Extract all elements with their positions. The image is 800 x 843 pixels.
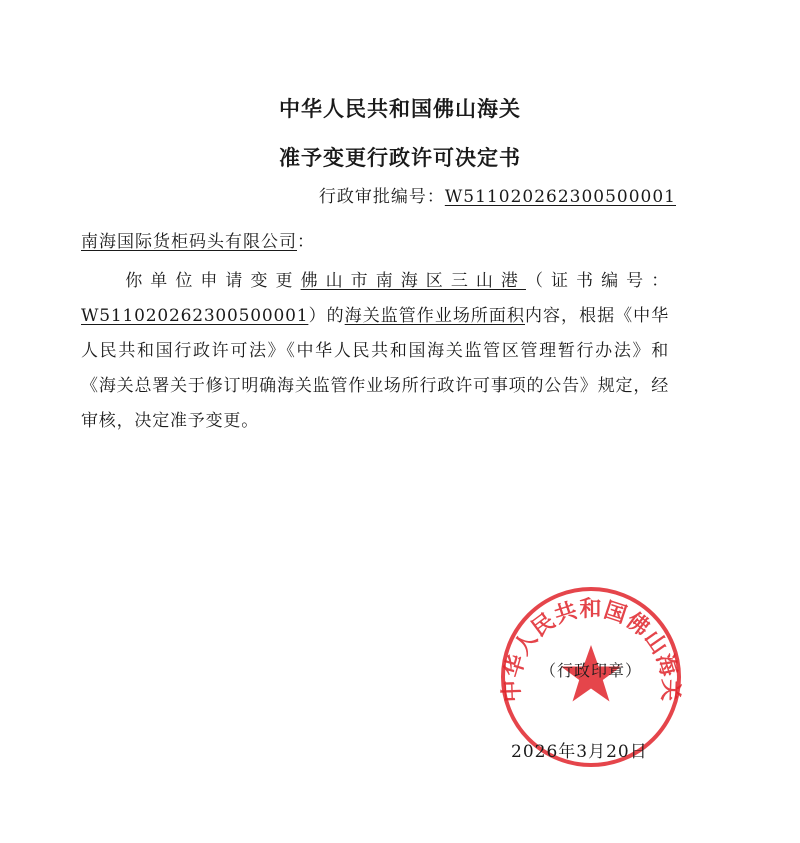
addressee-line (81, 227, 315, 252)
document-title-line1: 中华人民共和国佛山海关 (279, 97, 521, 121)
approval-number: W511020262300500001 (444, 187, 676, 207)
certificate-number: W511020262300500001 (81, 306, 309, 326)
body-text-3: ）的 (308, 306, 345, 326)
issue-date: 2026年3月20日 (511, 742, 648, 762)
document-title-line2: 准予变更行政许可决定书 (279, 146, 521, 170)
seal-text: 中华人民共和国佛山海关 (499, 597, 683, 703)
location-name: 佛山市南海区三山港 (300, 271, 526, 291)
body-text-4: 内容，根据《中华人民共和国行政许可法》《中华人民共和国海关监管区管理暂行办法》和《海关总署关于修订明确海关监管作业场所行政许可事项的公告》规定，经审核，决定准予变更。 (81, 306, 669, 431)
approval-number-line (319, 182, 676, 207)
addressee-colon: ： (297, 232, 315, 252)
change-item: 海关监管作业场所面积 (344, 306, 525, 326)
body-text-1: 你单位申请变更 (118, 271, 301, 291)
seal-label: （行政印章） (540, 661, 643, 680)
decision-body (81, 264, 669, 439)
approval-number-label: 行政审批编号： (318, 187, 445, 207)
addressee-company: 南海国际货柜码头有限公司 (81, 232, 297, 252)
body-text-2: （证书编号： (525, 271, 669, 291)
